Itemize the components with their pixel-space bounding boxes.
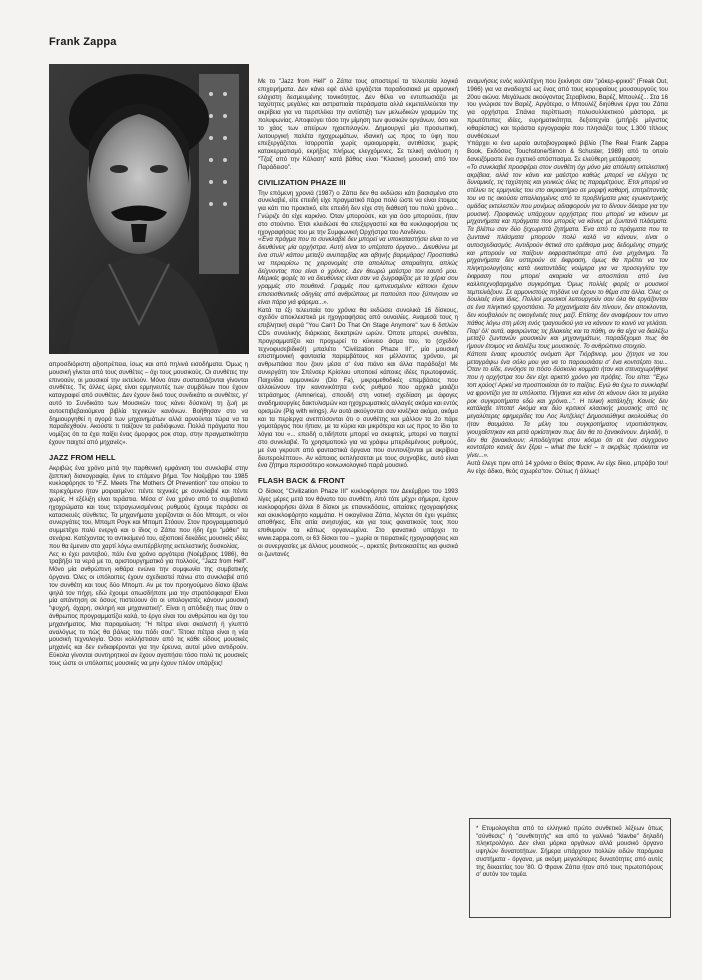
section-heading-jazz-from-hell: JAZZ FROM HELL xyxy=(49,452,116,462)
footnote-text: * Ετυμολογείται από το ελληνικό πρώτο συνθετικό λέξεων όπως "σύνθεσις" ή "συνθετητής" και από το γαλλικό "klavbe" δηλαδή πληκτρολόγιο. Δεν είναι μόρκα οργάνων αλλά μουσικό όργανο υψηλών δυνατοτήτων. Σήμερα υπάρχουν πολλών ειδών παρόμοια συστήματα - όργανα, με ακόμη μεγαλύτερες δυνατότητες από αυτές της δεκαετίας του '80. Ο Φρανκ Ζάπα ήταν από τους πρωτοπόρους σ' αυτόν τον τομέα. xyxy=(476,825,663,879)
body-paragraph: Υπάρχει κι ένα ωραίο αυτοβιογραφικό βιβλίο (The Real Frank Zappa Book, Εκδόσεις Touchstone/Simon & Schuster, 1989) από το οποίο δανειζόμαστε ένα σχετικό απόσπασμα. Σε ελεύθερη μετάφραση: xyxy=(467,140,668,163)
section-heading-civilization-phaze-iii: CIVILIZATION PHAZE III xyxy=(258,177,346,187)
body-paragraph: Ακριβώς ένα χρόνο μετά την παρθενική εμφάνιση του συνκλαβιέ στην ζαππική δισκογραφία, έγινε το επόμενο βήμα. Τον Νοέμβριο του 1985 κυκλοφόρησε το "F.Z. Meets The Mothers Of Prevention" του οποίου το περιεχόμενο ήταν μοιρασμένο: πέντε τεχνικές με συνκλαβιέ και πέντε χωρίς. Η εξέλιξη είναι τεράστια. Μέσα σ' ένα χρόνο από το συμβατικό ηχοχρώματα και τους τετραγωνισμένους ρυθμούς έχουμε περάσει σε κατασκευές σύνθετες. Τα μηχανήματα χειρίζονται οι δύο Μπομπ, οι νέοι συνεργάτες του, Μπομπ Ρογκ και Μπομπ Στόουν. Στον προγραμματισμό συμμετέχει πολύ ενεργά και ο ίδιος ο Ζάπα που ήδη έχει "μάθει" τα σενάρια. Κατέχοντας το αντικείμενό του, αξιοποιεί δεκάδες μουσικές ιδέες που θα έμεναν στο χαρτί λόγω ανυπέρβλητης εκτελεστικής δυσκολίας. xyxy=(49,464,248,550)
portrait-photo xyxy=(49,64,249,354)
section-heading-flash-back-front: FLASH BACK & FRONT xyxy=(258,476,346,486)
body-paragraph: Με το "Jazz from Hell" ο Ζάπα τους αποστερεί τα τελευταία λογικά επιχειρήματα. Δεν κάνει εφέ αλλά εργάζεται παραδοσιακά με αρμονική ελάχιστη δεσμευμένης τονικότητας. Δεν θέλει να εντυπωσιάζει με ταχύτητες μεγάλες και αστραπιαία περάσματα αλλά εκμεταλλεύεται την ακρίβεια για να περιπλέκει την αντίστιξη των μελωδικών γραμμών της πολυφωνίας. Αποφεύγει τόσο την μίμηση των φυσικών οργάνων, όσο και το χάος των απείρων ηχοεπιλογών. Δημιουργεί μία προσωπική, λειτουργική παλέτα ηχοχρωμάτων, ιδανική ως προς το ύφη που επεξεργάζεται. Ισορροπία χωρίς ομοιομορφία, αντιθέσεις χωρίς κατακερματισμό, εκρήξεις πλήρως ελεγχόμενες. Σε τελική ανάλυση η "Τζαζ από την Κόλαση" κατά βάθος είναι "Κλασική μουσική από τον Παράδεισο". xyxy=(258,78,458,171)
column-1 xyxy=(49,361,248,667)
quote-paragraph: «Ένα πράγμα που το συνκλαβιέ δεν μπορεί να υποκαταστήσει είναι το να διευθύνεις μία ορχήστρα. Αυτή είναι το υπέρτατο όργανο... Διευθύνω με ένα στυλ! κάπου μεταξύ ανυπαρξίας και αβηνής βαρεμάρας! Προσπαθώ να περιορίσω τις χειρονομίες στα απολύτως απαραίτητα, απλώς δείχνοντας που είναι ο χρόνος. Δεν θεωρώ μαέστρο τον εαυτό μου. Μερικές φορές το να διευθύνεις είναι σαν να ζωγραφίζεις με τα χέρια σου γραμμές στο πουθενά. Γραμμές που εμπνευσμένοι κάποιοι έχουν επισεισθεντικές οδηγίες από ανθρώπους με παπούτσι που ξύπνησαν να είναι πάρα γιά φάρεμα...». xyxy=(258,236,458,306)
body-paragraph: Κατά τα έξι τελευταία του χρόνια θα εκδώσει συνολικά 16 δίσκους, σχεδόν αποκλειστικά με ηχογραφήσεις από ουναιλίες. Αναμεσά τους η επιβλητική σειρά "You Can't Do That On Stage Anymore" των 6 διπλών CDs συνολικής διάρκειας δεκατριών ωρών. Όποτε μπορεί, συνθέτει, προγραμματίζει και προχωρεί το κύκνειο άσμα του, το (σχεδόν τεχνοφυσεβιδικό!) μπαλέτο "Civilization Phaze III", μία μουσική επιστημονική φαντασία παρεμβάτους και μέλλοντος χρόνου, με ανθρωπάκια που ζουν μέσα σ' ένα πιάνο και άλλα παράδοξα! Με συνεργάτη τον Σπένσερ Κρίσλου υποποιεί κάποιες ιδέες πρωτοφανείς. Παιχνίδια αρμονικών (Dio Fa), μικρομεθοδικές επεμβάσεις που αλλοιώνουν την κανονικότητα ενός ρυθμού που αρχικά μοιάζει τετράσημος (Amnerica), σπουδή στη νοτική σχεδίαση με άφογες αναδημιουργίες δακτυλισμών και ηχοχρωματικές αλλαγές ακόμα και εντός ορισμών (Pig with wings). Αν αυτά ακούγονται σαν κινέζικα ακόμα, ακόμα και τα περίεργα ανεπτύσονται ότι ο συνθέτης και μάλλον τα 2ο πάρε γομοτάργος που ήπιαν, με τα κύρια και μικρότερα και ως προς το ίδιο το λόγια του «... επειδή ο,τιδήποτε μπορεί να σκεφτείς, μπορεί να παιχτεί στο συνκλαβιέ. Το χρησιμοποιώ για να γράφω μπερδεμένους ρυθμούς, με ένα γκρουπ από φανταστικά όργανα που συντονίζονται με ακρίβεια δευτερολέπτου». Αν κάποιος εκπλήσσεται με τους συχνοβίες, αυτό είναι ένα ζήτημα περισσότερο κοινωνιολογικό παρά μουσικό. xyxy=(258,306,458,470)
body-paragraph: Ο δίσκος "Civilization Phaze III" κυκλοφόρησε τον Δεκέμβριο του 1993 λίγες μέρες μετά τον θάνατο του συνθέτη. Από τότε μέχρι σήμερα, έχουν κυκλοφορήσει άλλοι 8 δίσκοι με επανεκδόσεις, απαίσιες ηχογραφήσεις και ακυκλοφόρητο καμμάτια. Η οικογένεια Ζάπα, λέγεται ότι έχει γεμάτες αποθήκες. Είτε αιτία ανησυχίας, και για τους φανατικούς τους που επιθυμούν τα κάπως οργανωμένα. Στο φανατικό υπάρχει το www.zappa.com, οι 63 δίσκοι του – χωρία οι πειρατικές ηχογραφήσεις και οι συνεργασίες με άλλους μουσικούς –, αρκετές βιντεοκασέτες και φυσικά οι ζωντανές xyxy=(258,488,458,558)
running-header: Frank Zappa xyxy=(49,36,117,48)
column-2 xyxy=(258,78,458,558)
body-paragraph: απροσδιόριστη αξιοπρέπεια, ίσως και από πηλινά εισοδήματα. Όμως η μουσική γίνεται από τους συνθέτες – όχι τους μουσικούς. Οι συνθέτες την επινοούν, οι μουσικοί την εκτελούν. Μόνο όταν συστασιάζονται γίνονται συνθέτες. Τις άλλες ώρες είναι ερμηνευτές των συμβόλων που έχουν καταγραφεί από συνθέτες. Δεν έχουν δικό τους συνδικάτο οι συνθέτες, γι' αυτό το Συνδικάτο των Μουσικών τους κάνει δύσκολη τη ζωή με αυτοεπιβεβαιούμενα βιβλία τεχνικών κανόνων. Βοήθησαν στο να δημιουργηθεί η αγορά των μηχανημάτων αλλά αρνούνται τώρα να τα παραδεχθούν. Ακούστε τι παίζουν τα ραδιόφωνα. Πολλά πράγματα που νομίζεις ότι τα έχει παίξει ένας όμορφος ροκ σταρ, στην πραγματικότητα έχουν παιχτεί από μηχανές». xyxy=(49,361,248,446)
body-paragraph: Αυτά έλεγε πριν από 14 χρόνια ο Θείος Φρανκ. Αν είχε δίκιο, μπράβο του! Αν είχε άδικο, θεός σχωρέσ'τον. Ούτως ή άλλως! xyxy=(467,460,668,475)
quote-paragraph: «Το συνκλαβιέ προσφέρει στον συνθέτη όχι μόνο μία απόλυτη εκτελεστική ακρίβεια, αλλά τον κάνει και μαέστρο καθώς μπορεί να ελέγχει τις δυναμικές, τις ταχύτητες και γενικώς όλες τις παραμέτρους. Έτσι μπορεί να στέλνει τις ερμηνείες του στο ακροατήριο σε μορφή καθαρή, επιτρέποντάς του να τις ακούσει απαλλαγμένες από τα προβλήματα μιας εγωκεντρικής ομάδας εκτελεστών που μονίμως αδιαφορούν για το δίνουν δέκαρα για την μουσική. Προφανώς υπάρχουν ορχήστρες που μπορεί να κάνουν με μηχανήματα και πράγματα που μπορείς να κάνεις με ζωντανά πλάσματα. Τα βλέπω σαν δύο ξεχωριστά ζητήματα. Ένα από τα πράγματα που τα ζωντανά πλάσματα μπορούν πολύ καλά να κάνουν, είναι ο αυτοσχεδιασμός. Αντιδρούν θετικά στο ερέθισμα μιας δεδομένης στιγμής και μπορούν να παίζουν εκφραστικότερα από ένα μηχάνημα. Τα μηχανήματα δεν υστερούν σε έκφραση, όμως θα πρέπει να τον πληκτρολογήσεις κατά εκατοντάδες νούμερα για να προσεγγίσει την έκφραση που μπορεί ακαριαία να αποσπάσει από ένα καλλιτεχνοβαρημένο συγκρότημα. Όμως πολλές φορές οι μουσικοί τεμπελιάζουν. Σε αρμονιστούς πηδάνε να έχουν το θέμα στα άλλα. Όλες οι δουλειές είναι ίδιες. Πολλοί μουσικοί λειτουργούν σαν όλα θα εργάζονταν σε ένα πληκτικό εργοστάσιο. Τα μηχανήματα δεν πίνουν, δεν αποκλονται, δεν κουβαλούν τις οικογένειές τους μαζί. Επίσης δεν αναφέρουν τον υπνο πάθος λόγω στη μέση ενός τραγουδιού για να κάνουν το κοινό να γελάσει. Παρ' όλ' αυτά, αφαιρώντας τις βλακείες και τα πάθη, αν θα είχα να διαλέξω μεταξύ ζωντανών μουσικών και μηχανημάτων, παραδέχομαι πως θα ήμουν έτοιμος να διαλέξω τους μουσικούς. Το ανθρώπινο στοιχείο. xyxy=(467,163,668,351)
body-paragraph: Λες κι έχει ραντεβού, πάλι ένα χρόνο αργότερα (Νοέμβριος 1986), θα τραβήξει τα νερά με το, αριστουργηματικό για πολλούς, "Jazz from Hell". Μόνο μία ανθρώπινη κιθάρα ενώνει την συμφωνία της συμβατικής όργανα. Όλες οι υπόλοιπες έχουν σχεδιαστεί πάνω στο συνκλαβιέ από τον συνθέτη και τους δύο Μπομπ. Αν με τον προηγούμενο δίσκο έβαλε ψηλά τον πήχη, εδώ έχουμε οπωσδήποτε μια την στρατόσφαιρα! Είναι μία απάντηση σε όσους πιστεύουν ότι οι υπολογιστές κάνουν μουσική "ψυχρή, άχαρη, σκληρή και μηχανιστική". Είναι η απόδειξη πως όταν ο άνθρωπος προγραμματίζει καλά, το έργο είναι του ανθρώπου και όχι του μηχανήματος. Μια παρομοίωση: "Η πέτρα είναι σκαλιστή ή γλυπτό αναλόγως το πώς θα βάλεις του πόδι σου". Τέτοια πέτρα είναι η νέα μουσική τεχνολογία. Όσοι κολλήστισαν από τις κάθε είδους μουσικές μηχανές και δεν ενδιαφέρονται για την έρευνα, αυτοί μόνο αντιδρούν. Εύκολα γίνονται συντηρητικοί αν έχουν αγαπήσει τόσο πολύ τις μουσικές τους ώστε οι υπόλοιπες μουσικές να μην έχουν πλέον υπάρξεις! xyxy=(49,550,248,667)
column-3 xyxy=(467,78,668,476)
body-paragraph: Την επόμενη χρονιά (1987) ο Ζάπα δεν θα εκδώσει κάτι βασισμένο στο συνκλαβιέ, είτε επειδή είχε πραγματικό πάρα πολύ ώστε να είναι έτοιμος για κάτι πιο πρακτικό, είτε επειδή δεν είχε στη διάθεσή του πολύ χρόνο... Γνώριζε ότι είχε καρκίνο. Όταν μπορούσε, και για όσο μπορούσε, ήταν στο στούντιο. Έτσι κλειδώσε θα επεξεργαστεί και θα κυκλοφορήσει τις ηχογραφήσεις του με την Συμφωνική Ορχήστρα του Λονδίνου. xyxy=(258,189,458,236)
portrait-illustration xyxy=(49,64,249,354)
body-paragraph: αναμνήσεις ενός καλλιτέχνη που ξεκίνησε σαν "ρόκερ-φρικιό" (Freak Out, 1966) για να αναδειχτεί ως ένας από τους κορυφαίους μουσουργούς του 20ου αιώνα. Μεγάλωσε ακούγοντας Στραβίνσκι, Βαρέζ, Μπουλέζ... Στα 16 του γνώρισε τον Βαρέζ. Αργότερα, ο Μπουλέζ διηύθυνε έργα του Ζάπα για ορχήστρα. Σπάνια περίπτωση πολυσυλλεκτικού μάστορα, με πρωτότυπες ιδέες, ευρηματικότητα, δεξιοτεχνία (μπήρξε μέγιστος κιθαρίστας) και τεράστια εργογραφία που πλησιάζει τους 1.300 τίτλους συνθέσεων! xyxy=(467,78,668,140)
quote-paragraph: Κάποτε έναας κρουστός ονόματι Άρτ Τιόρβινεψ, μου ζήτησε να του μεταγράψω ένα σόλο μου για να το παρουσιάσει σ' ένα κοντσέρτο του... Όταν το είδε, εννόησε το πόσο δύσκολο κομμάτι ήταν και στεναχωρήθηκε που η ορχήστρα του δεν είχε αρκετό χρόνο για πρόβες. Του είπα: "Έχω τοπ κρύος! Αρκεί να προσποιείσαι ότι το παίζεις. Εγώ θα έχω το συνκλαβιέ να φροντίζει για τα υπόλοιπα. Πήγαινε και κάνε ότι κάνουν όλοι τα μεγάλα ροκ συγκροτήματα εδώ και χρόνια...". Η τελική κατάληξη; Κανείς δεν κατάλαβε τίποτα! Ακόμα και δύο κριτικοί κλασικής μουσικής από τις μεγαλύτερες εφημερίδες του Λος Άντζελες! Δημοσιεύθηκε ακολούθως ότι ήταν θαυμάσιο. Τα μέλη του συγκροτήματος ντροπιάστηκαν, γιουχαΐστηκαν και μετά ορκίστηκαν πως δεν θα το ξανακάνουν. Δηλαδή, τι δεν θα ξανακάνουν; Αποδείχτηκε στον κόσμο ότι σε ένα σύγχρονο κοντσέρτο κανείς δεν ξέρει – what the fuck! – τι ακριβώς πρόκειται να γίνει...». xyxy=(467,350,668,460)
